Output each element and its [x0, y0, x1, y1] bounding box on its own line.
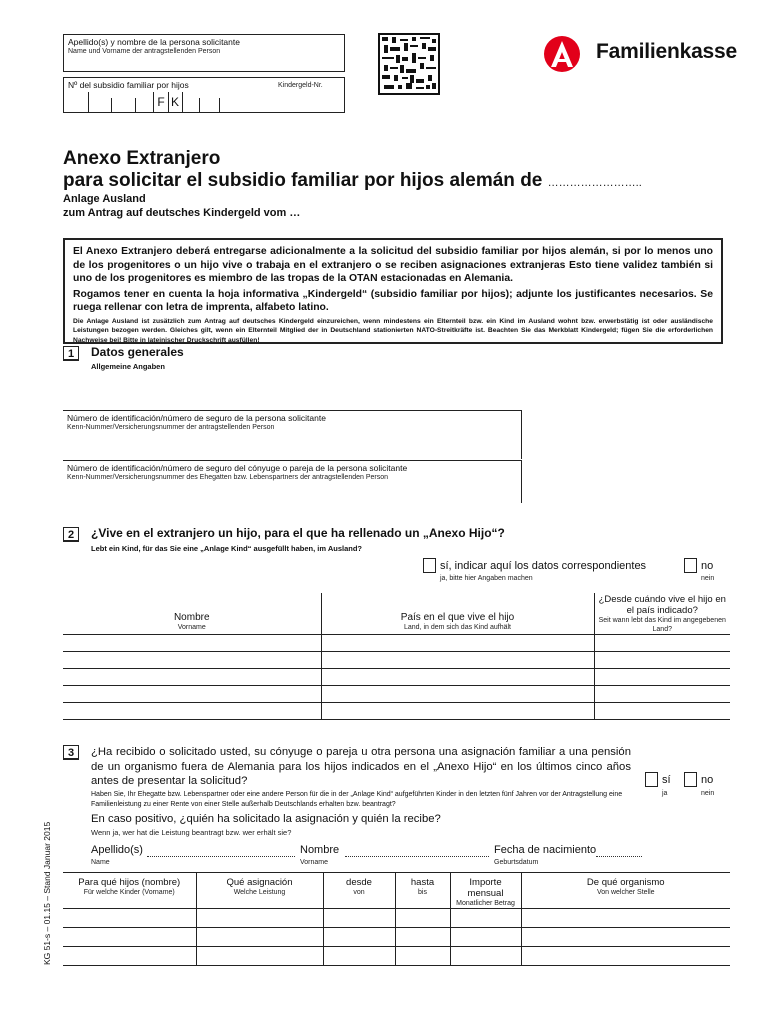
child-since-cell[interactable]: [594, 703, 730, 720]
title-date-blank[interactable]: ……………………..: [547, 177, 642, 189]
benefit-agency-cell[interactable]: [521, 947, 730, 966]
child-name-cell[interactable]: [63, 703, 321, 720]
table-row: [63, 635, 730, 652]
benefit-to-cell[interactable]: [395, 909, 450, 928]
section-1-title: Datos generales: [91, 345, 184, 359]
notice-paragraph-1: El Anexo Extranjero deberá entregarse adicionalmente a la solicitud del subsidio familiar por hijos alemán, si por lo menos uno de los progenitores o un hijo vive o trabaja en el extranjero o se reciben asignaciones extranjeras Esto tiene validez también si uno de los progenitores es miembro de las tropas de la OTAN estacionadas en Alemania.: [73, 246, 713, 284]
child-abroad-yes-label: sí, indicar aquí los datos correspondientes: [440, 560, 647, 572]
child-since-cell[interactable]: [594, 669, 730, 686]
benefit-abroad-yes-label-de: ja: [662, 790, 668, 797]
table-row: [63, 947, 730, 966]
col-child-since-label: ¿Desde cuándo vive el hijo en el país indicado?: [598, 594, 726, 616]
benefit-amount-cell[interactable]: [450, 947, 521, 966]
section-1-number: 1: [63, 346, 79, 361]
child-name-cell[interactable]: [63, 669, 321, 686]
child-abroad-yes-checkbox[interactable]: [423, 558, 436, 573]
section-2-title: ¿Vive en el extranjero un hijo, para el que ha rellenado un „Anexo Hijo“?: [91, 526, 505, 540]
benefit-from-cell[interactable]: [323, 909, 395, 928]
col-benefit-label-de: Welche Leistung: [233, 889, 286, 896]
table-row: [63, 686, 730, 703]
col-child-name-label: Nombre: [173, 612, 210, 623]
child-since-cell[interactable]: [594, 686, 730, 703]
benefits-header-row: [63, 873, 730, 909]
fk-letter-k: K: [168, 92, 183, 112]
child-country-cell[interactable]: [321, 686, 594, 703]
col-benefit-label: Qué asignación: [226, 877, 293, 888]
col-amount: [450, 873, 521, 909]
benefit-agency-cell[interactable]: [521, 909, 730, 928]
benefit-from-cell[interactable]: [323, 947, 395, 966]
child-country-cell[interactable]: [321, 635, 594, 652]
col-child-country-label: País en el que vive el hijo: [400, 612, 515, 623]
col-amount-label-de: Monatlicher Betrag: [456, 900, 515, 907]
children-abroad-header-row: [63, 593, 730, 635]
benefit-agency-cell[interactable]: [521, 928, 730, 947]
section-1-title-de: Allgemeine Angaben: [91, 362, 165, 371]
title-de-1: Anlage Ausland: [63, 193, 146, 205]
benefit-to-cell[interactable]: [395, 947, 450, 966]
spouse-id-field[interactable]: [63, 460, 522, 503]
familienkasse-logo-icon: [543, 35, 581, 73]
applicant-name-label: Apellido(s) y nombre de la persona solicitante: [68, 37, 240, 47]
col-child-name: [63, 593, 321, 635]
benefit-type-cell[interactable]: [196, 947, 323, 966]
title-line-2: para solicitar el subsidio familiar por hijos alemán de: [63, 170, 543, 191]
col-agency: [521, 873, 730, 909]
child-country-cell[interactable]: [321, 669, 594, 686]
section-3-number: 3: [63, 745, 79, 760]
applicant-id-field[interactable]: [63, 410, 522, 459]
recipient-birthdate-label: Fecha de nacimiento: [494, 844, 597, 856]
benefit-children-cell[interactable]: [63, 928, 196, 947]
benefit-abroad-yes-checkbox[interactable]: [645, 772, 658, 787]
child-country-cell[interactable]: [321, 703, 594, 720]
col-child-country: [321, 593, 594, 635]
form-version-label: KG 51-s – 01.15 – Stand Januar 2015: [42, 821, 52, 965]
child-benefit-number-label-de: Kindergeld-Nr.: [278, 82, 323, 89]
benefit-abroad-no-label: no: [701, 774, 714, 786]
recipient-surname-label: Apellido(s): [91, 844, 143, 856]
section-2-title-de: Lebt ein Kind, für das Sie eine „Anlage Kind“ ausgefüllt haben, im Ausland?: [91, 544, 363, 553]
col-children-label-de: Für welche Kinder (Vorname): [83, 889, 175, 896]
benefit-from-cell[interactable]: [323, 928, 395, 947]
title-de-2: zum Antrag auf deutsches Kindergeld vom …: [63, 207, 301, 219]
col-from-label-de: von: [353, 889, 365, 896]
spouse-id-label: Número de identificación/número de seguro del cónyuge o pareja de la persona solicitante: [67, 463, 408, 473]
child-benefit-number-field[interactable]: [63, 77, 345, 113]
col-from: [323, 873, 395, 909]
section-2-number: 2: [63, 527, 79, 542]
benefit-abroad-no-checkbox[interactable]: [684, 772, 697, 787]
table-row: [63, 652, 730, 669]
recipient-firstname-label: Nombre: [300, 844, 340, 856]
notice-paragraph-2: Rogamos tener en cuenta la hoja informativa „Kindergeld“ (subsidio familiar por hijos); adjunte los justificantes necesarios. Se ruega rellenar con letra de imprenta, alfabeto latino.: [73, 288, 713, 313]
fk-letter-f: F: [153, 92, 169, 112]
benefit-to-cell[interactable]: [395, 928, 450, 947]
benefit-amount-cell[interactable]: [450, 928, 521, 947]
barcode-icon: [378, 33, 440, 95]
title-line-1: Anexo Extranjero: [63, 148, 221, 169]
col-child-name-label-de: Vorname: [177, 624, 206, 631]
table-row: [63, 703, 730, 720]
section-3-subtitle: En caso positivo, ¿quién ha solicitado la asignación y quién la recibe?: [91, 813, 441, 825]
section-3-title: ¿Ha recibido o solicitado usted, su cónyuge o pareja u otra persona una asignación familiar a una pensión de un organismo fuera de Alemania para los hijos indicados en el „Anexo Hijo“ en los últimos cinco años antes de presentar la solicitud?: [91, 746, 631, 787]
child-benefit-number-label: Nº del subsidio familiar por hijos: [68, 80, 189, 90]
applicant-name-label-de: Name und Vorname der antragstellenden Person: [68, 48, 221, 55]
child-name-cell[interactable]: [63, 652, 321, 669]
col-to-label-de: bis: [418, 889, 427, 896]
col-child-since: [594, 593, 730, 635]
recipient-birthdate-label-de: Geburtsdatum: [494, 859, 539, 866]
child-since-cell[interactable]: [594, 652, 730, 669]
notice-paragraph-3: Die Anlage Ausland ist zusätzlich zum Antrag auf deutsches Kindergeld einzureichen, wenn mindestens ein Elternteil bzw. ein Kind im Ausland wohnt bzw. erwerbstätig ist oder ausländische Leistungen bezogen werden. Gleiches gilt, wenn ein Elternteil Mitglied der in Deutschland stationierten NATO-Streitkräfte ist. Beachten Sie das Merkblatt Kindergeld; fügen Sie die erforderlichen Nachweise bei! Bitte in lateinischer Druckschrift ausfüllen!: [73, 317, 713, 344]
benefit-amount-cell[interactable]: [450, 909, 521, 928]
benefit-children-cell[interactable]: [63, 947, 196, 966]
benefit-type-cell[interactable]: [196, 928, 323, 947]
child-abroad-no-label-de: nein: [701, 575, 715, 582]
child-abroad-no-label: no: [701, 560, 714, 572]
col-agency-label: De qué organismo: [586, 877, 665, 888]
child-name-cell[interactable]: [63, 686, 321, 703]
benefit-type-cell[interactable]: [196, 909, 323, 928]
col-children: [63, 873, 196, 909]
applicant-id-label: Número de identificación/número de seguro de la persona solicitante: [67, 413, 326, 423]
col-benefit: [196, 873, 323, 909]
children-abroad-table: [63, 593, 730, 720]
table-row: [63, 909, 730, 928]
brand-name: Familienkasse: [596, 40, 737, 63]
col-to-label: hasta: [410, 877, 435, 888]
child-abroad-yes-label-de: ja, bitte hier Angaben machen: [440, 575, 533, 582]
benefit-abroad-no-label-de: nein: [701, 790, 715, 797]
recipient-surname-label-de: Name: [91, 859, 110, 866]
benefits-table: [63, 872, 730, 966]
recipient-firstname-input[interactable]: [345, 856, 489, 857]
applicant-id-label-de: Kenn-Nummer/Versicherungsnummer der antragstellenden Person: [67, 424, 275, 431]
col-amount-label: Importe mensual: [467, 877, 504, 899]
child-abroad-no-checkbox[interactable]: [684, 558, 697, 573]
col-children-label: Para qué hijos (nombre): [78, 877, 181, 888]
applicant-name-field[interactable]: [63, 34, 345, 72]
col-from-label: desde: [346, 877, 372, 888]
section-3-title-de: Haben Sie, Ihr Ehegatte bzw. Lebenspartner oder eine andere Person für die in der „Anlage Kind“ aufgeführten Kinder in den letzten fünf Jahren vor der Antragstellung eine Familienleistung zu einer Rente von einer Stelle außerhalb Deutschlands erhalten bzw. beantragt?: [91, 791, 623, 808]
table-row: [63, 928, 730, 947]
section-3-subtitle-de: Wenn ja, wer hat die Leistung beantragt bzw. wer erhält sie?: [91, 828, 292, 837]
table-row: [63, 669, 730, 686]
spouse-id-label-de: Kenn-Nummer/Versicherungsnummer des Ehegatten bzw. Lebenspartners der antragstellenden Person: [67, 474, 389, 481]
col-to: [395, 873, 450, 909]
col-agency-label-de: Von welcher Stelle: [596, 889, 655, 896]
benefit-abroad-yes-label: sí: [662, 774, 671, 786]
child-name-cell[interactable]: [63, 635, 321, 652]
recipient-surname-input[interactable]: [147, 856, 295, 857]
col-child-country-label-de: Land, in dem sich das Kind aufhält: [403, 624, 511, 631]
notice-box: [63, 238, 723, 344]
col-child-since-label-de: Seit wann lebt das Kind im angegebenen Land?: [598, 617, 726, 633]
recipient-birthdate-input[interactable]: [596, 856, 642, 857]
recipient-firstname-label-de: Vorname: [300, 859, 329, 866]
child-since-cell[interactable]: [594, 635, 730, 652]
benefit-children-cell[interactable]: [63, 909, 196, 928]
child-country-cell[interactable]: [321, 652, 594, 669]
